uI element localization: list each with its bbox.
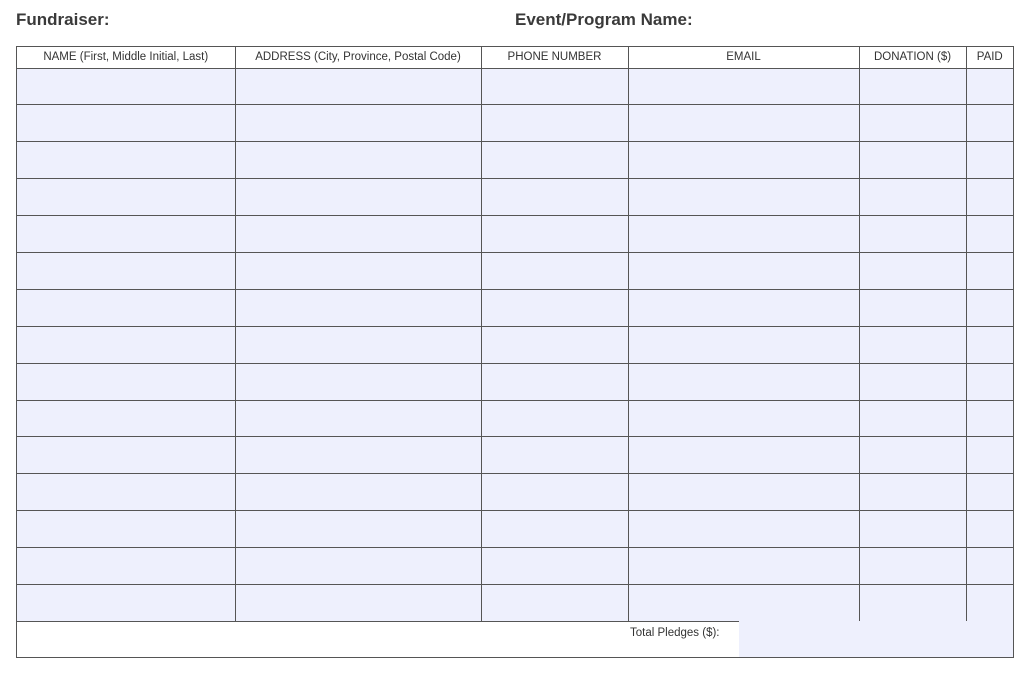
event-program-name-label: Event/Program Name: [515, 10, 693, 29]
phone-cell[interactable] [481, 511, 628, 548]
totals-row [17, 621, 1013, 657]
address-input[interactable] [236, 216, 481, 252]
address-cell[interactable] [235, 252, 481, 289]
table-row [17, 105, 1013, 142]
name-cell[interactable] [17, 363, 235, 400]
phone-input[interactable] [482, 105, 628, 141]
paid-input[interactable] [967, 327, 1014, 363]
phone-cell[interactable] [481, 584, 628, 621]
address-cell[interactable] [235, 584, 481, 621]
name-cell[interactable] [17, 548, 235, 585]
donation-cell[interactable] [859, 179, 966, 216]
name-cell[interactable] [17, 289, 235, 326]
address-cell[interactable] [235, 511, 481, 548]
pledge-form [16, 46, 1014, 658]
email-cell[interactable] [628, 584, 859, 621]
phone-cell[interactable] [481, 216, 628, 253]
paid-input[interactable] [967, 253, 1014, 289]
phone-cell[interactable] [481, 289, 628, 326]
name-cell[interactable] [17, 437, 235, 474]
address-cell[interactable] [235, 289, 481, 326]
paid-cell[interactable] [966, 105, 1013, 142]
paid-input[interactable] [967, 401, 1014, 437]
pledge-table [17, 47, 1013, 622]
email-input[interactable] [629, 401, 859, 437]
email-input[interactable] [629, 437, 859, 473]
name-input[interactable] [17, 474, 235, 510]
phone-cell[interactable] [481, 474, 628, 511]
column-header-email: EMAIL [628, 47, 859, 68]
address-cell[interactable] [235, 142, 481, 179]
address-cell[interactable] [235, 216, 481, 253]
email-cell[interactable] [628, 105, 859, 142]
email-input[interactable] [629, 105, 859, 141]
name-input[interactable] [17, 290, 235, 326]
name-cell[interactable] [17, 474, 235, 511]
email-cell[interactable] [628, 289, 859, 326]
donation-input[interactable] [860, 327, 966, 363]
paid-input[interactable] [967, 69, 1014, 105]
email-input[interactable] [629, 327, 859, 363]
phone-input[interactable] [482, 401, 628, 437]
donation-cell[interactable] [859, 216, 966, 253]
address-input[interactable] [236, 474, 481, 510]
paid-cell[interactable] [966, 216, 1013, 253]
donation-cell[interactable] [859, 289, 966, 326]
name-cell[interactable] [17, 179, 235, 216]
table-row [17, 326, 1013, 363]
phone-cell[interactable] [481, 179, 628, 216]
paid-cell[interactable] [966, 474, 1013, 511]
phone-input[interactable] [482, 216, 628, 252]
email-input[interactable] [629, 69, 859, 105]
donation-input[interactable] [860, 253, 966, 289]
column-header-paid: PAID [966, 47, 1013, 68]
table-row [17, 511, 1013, 548]
address-cell[interactable] [235, 437, 481, 474]
paid-cell[interactable] [966, 326, 1013, 363]
table-row [17, 437, 1013, 474]
name-cell[interactable] [17, 252, 235, 289]
email-cell[interactable] [628, 142, 859, 179]
table-row [17, 400, 1013, 437]
table-row [17, 142, 1013, 179]
column-header-name: NAME (First, Middle Initial, Last) [17, 47, 235, 68]
donation-input[interactable] [860, 69, 966, 105]
email-cell[interactable] [628, 511, 859, 548]
total-pledges-input[interactable] [739, 621, 1013, 657]
email-cell[interactable] [628, 363, 859, 400]
email-cell[interactable] [628, 474, 859, 511]
address-input[interactable] [236, 585, 481, 621]
email-cell[interactable] [628, 548, 859, 585]
donation-input[interactable] [860, 548, 966, 584]
paid-cell[interactable] [966, 289, 1013, 326]
phone-cell[interactable] [481, 326, 628, 363]
table-row [17, 68, 1013, 105]
email-input[interactable] [629, 290, 859, 326]
donation-input[interactable] [860, 142, 966, 178]
table-row [17, 548, 1013, 585]
table-row [17, 216, 1013, 253]
address-input[interactable] [236, 142, 481, 178]
donation-cell[interactable] [859, 400, 966, 437]
phone-input[interactable] [482, 474, 628, 510]
fundraiser-label: Fundraiser: [16, 10, 110, 29]
paid-input[interactable] [967, 548, 1014, 584]
name-input[interactable] [17, 585, 235, 621]
donation-input[interactable] [860, 179, 966, 215]
pledge-rows [17, 68, 1013, 621]
email-cell[interactable] [628, 326, 859, 363]
phone-cell[interactable] [481, 142, 628, 179]
address-cell[interactable] [235, 326, 481, 363]
total-pledges-label: Total Pledges ($): [630, 627, 720, 639]
phone-input[interactable] [482, 585, 628, 621]
donation-input[interactable] [860, 585, 966, 621]
name-cell[interactable] [17, 68, 235, 105]
phone-input[interactable] [482, 511, 628, 547]
address-input[interactable] [236, 401, 481, 437]
address-input[interactable] [236, 364, 481, 400]
phone-input[interactable] [482, 290, 628, 326]
name-input[interactable] [17, 253, 235, 289]
email-input[interactable] [629, 474, 859, 510]
paid-cell[interactable] [966, 179, 1013, 216]
name-input[interactable] [17, 511, 235, 547]
name-input[interactable] [17, 105, 235, 141]
table-header-row [17, 47, 1013, 68]
phone-cell[interactable] [481, 252, 628, 289]
donation-cell[interactable] [859, 105, 966, 142]
phone-cell[interactable] [481, 400, 628, 437]
name-cell[interactable] [17, 105, 235, 142]
table-row [17, 179, 1013, 216]
address-cell[interactable] [235, 400, 481, 437]
address-input[interactable] [236, 290, 481, 326]
phone-cell[interactable] [481, 548, 628, 585]
name-cell[interactable] [17, 400, 235, 437]
donation-input[interactable] [860, 401, 966, 437]
email-input[interactable] [629, 179, 859, 215]
donation-cell[interactable] [859, 326, 966, 363]
form-header [16, 10, 1006, 34]
paid-input[interactable] [967, 474, 1014, 510]
paid-input[interactable] [967, 142, 1014, 178]
paid-cell[interactable] [966, 584, 1013, 621]
name-input[interactable] [17, 179, 235, 215]
total-pledges-field[interactable] [739, 621, 1013, 657]
donation-input[interactable] [860, 105, 966, 141]
paid-input[interactable] [967, 179, 1014, 215]
table-row [17, 474, 1013, 511]
email-input[interactable] [629, 585, 859, 621]
table-row [17, 252, 1013, 289]
phone-input[interactable] [482, 437, 628, 473]
name-input[interactable] [17, 437, 235, 473]
address-cell[interactable] [235, 68, 481, 105]
email-cell[interactable] [628, 216, 859, 253]
donation-cell[interactable] [859, 252, 966, 289]
donation-input[interactable] [860, 474, 966, 510]
paid-input[interactable] [967, 216, 1014, 252]
paid-cell[interactable] [966, 142, 1013, 179]
name-cell[interactable] [17, 326, 235, 363]
paid-cell[interactable] [966, 548, 1013, 585]
donation-input[interactable] [860, 216, 966, 252]
address-cell[interactable] [235, 363, 481, 400]
paid-input[interactable] [967, 290, 1014, 326]
donation-cell[interactable] [859, 437, 966, 474]
donation-cell[interactable] [859, 474, 966, 511]
name-input[interactable] [17, 401, 235, 437]
name-input[interactable] [17, 548, 235, 584]
name-cell[interactable] [17, 584, 235, 621]
address-cell[interactable] [235, 105, 481, 142]
name-input[interactable] [17, 327, 235, 363]
email-cell[interactable] [628, 179, 859, 216]
donation-cell[interactable] [859, 363, 966, 400]
paid-cell[interactable] [966, 511, 1013, 548]
address-input[interactable] [236, 253, 481, 289]
donation-input[interactable] [860, 511, 966, 547]
phone-cell[interactable] [481, 363, 628, 400]
donation-cell[interactable] [859, 142, 966, 179]
column-header-address: ADDRESS (City, Province, Postal Code) [235, 47, 481, 68]
address-cell[interactable] [235, 548, 481, 585]
table-row [17, 363, 1013, 400]
phone-cell[interactable] [481, 68, 628, 105]
name-cell[interactable] [17, 216, 235, 253]
name-input[interactable] [17, 216, 235, 252]
phone-input[interactable] [482, 548, 628, 584]
email-input[interactable] [629, 142, 859, 178]
phone-input[interactable] [482, 69, 628, 105]
name-cell[interactable] [17, 142, 235, 179]
table-row [17, 289, 1013, 326]
email-cell[interactable] [628, 252, 859, 289]
phone-input[interactable] [482, 327, 628, 363]
email-input[interactable] [629, 364, 859, 400]
donation-cell[interactable] [859, 548, 966, 585]
phone-input[interactable] [482, 142, 628, 178]
name-input[interactable] [17, 142, 235, 178]
paid-input[interactable] [967, 511, 1014, 547]
donation-cell[interactable] [859, 511, 966, 548]
column-header-phone: PHONE NUMBER [481, 47, 628, 68]
phone-input[interactable] [482, 364, 628, 400]
paid-cell[interactable] [966, 363, 1013, 400]
name-cell[interactable] [17, 511, 235, 548]
address-input[interactable] [236, 511, 481, 547]
address-cell[interactable] [235, 474, 481, 511]
address-input[interactable] [236, 105, 481, 141]
email-input[interactable] [629, 216, 859, 252]
address-input[interactable] [236, 437, 481, 473]
donation-input[interactable] [860, 364, 966, 400]
email-cell[interactable] [628, 68, 859, 105]
donation-cell[interactable] [859, 68, 966, 105]
phone-cell[interactable] [481, 437, 628, 474]
paid-cell[interactable] [966, 252, 1013, 289]
paid-cell[interactable] [966, 68, 1013, 105]
email-input[interactable] [629, 253, 859, 289]
paid-input[interactable] [967, 437, 1014, 473]
email-input[interactable] [629, 548, 859, 584]
name-input[interactable] [17, 364, 235, 400]
email-cell[interactable] [628, 437, 859, 474]
address-input[interactable] [236, 548, 481, 584]
donation-cell[interactable] [859, 584, 966, 621]
address-input[interactable] [236, 179, 481, 215]
paid-input[interactable] [967, 364, 1014, 400]
phone-input[interactable] [482, 179, 628, 215]
name-input[interactable] [17, 69, 235, 105]
paid-cell[interactable] [966, 437, 1013, 474]
paid-input[interactable] [967, 585, 1014, 621]
address-input[interactable] [236, 69, 481, 105]
address-cell[interactable] [235, 179, 481, 216]
email-cell[interactable] [628, 400, 859, 437]
donation-input[interactable] [860, 290, 966, 326]
donation-input[interactable] [860, 437, 966, 473]
phone-cell[interactable] [481, 105, 628, 142]
column-header-donation: DONATION ($) [859, 47, 966, 68]
phone-input[interactable] [482, 253, 628, 289]
email-input[interactable] [629, 511, 859, 547]
paid-cell[interactable] [966, 400, 1013, 437]
paid-input[interactable] [967, 105, 1014, 141]
table-row [17, 584, 1013, 621]
address-input[interactable] [236, 327, 481, 363]
